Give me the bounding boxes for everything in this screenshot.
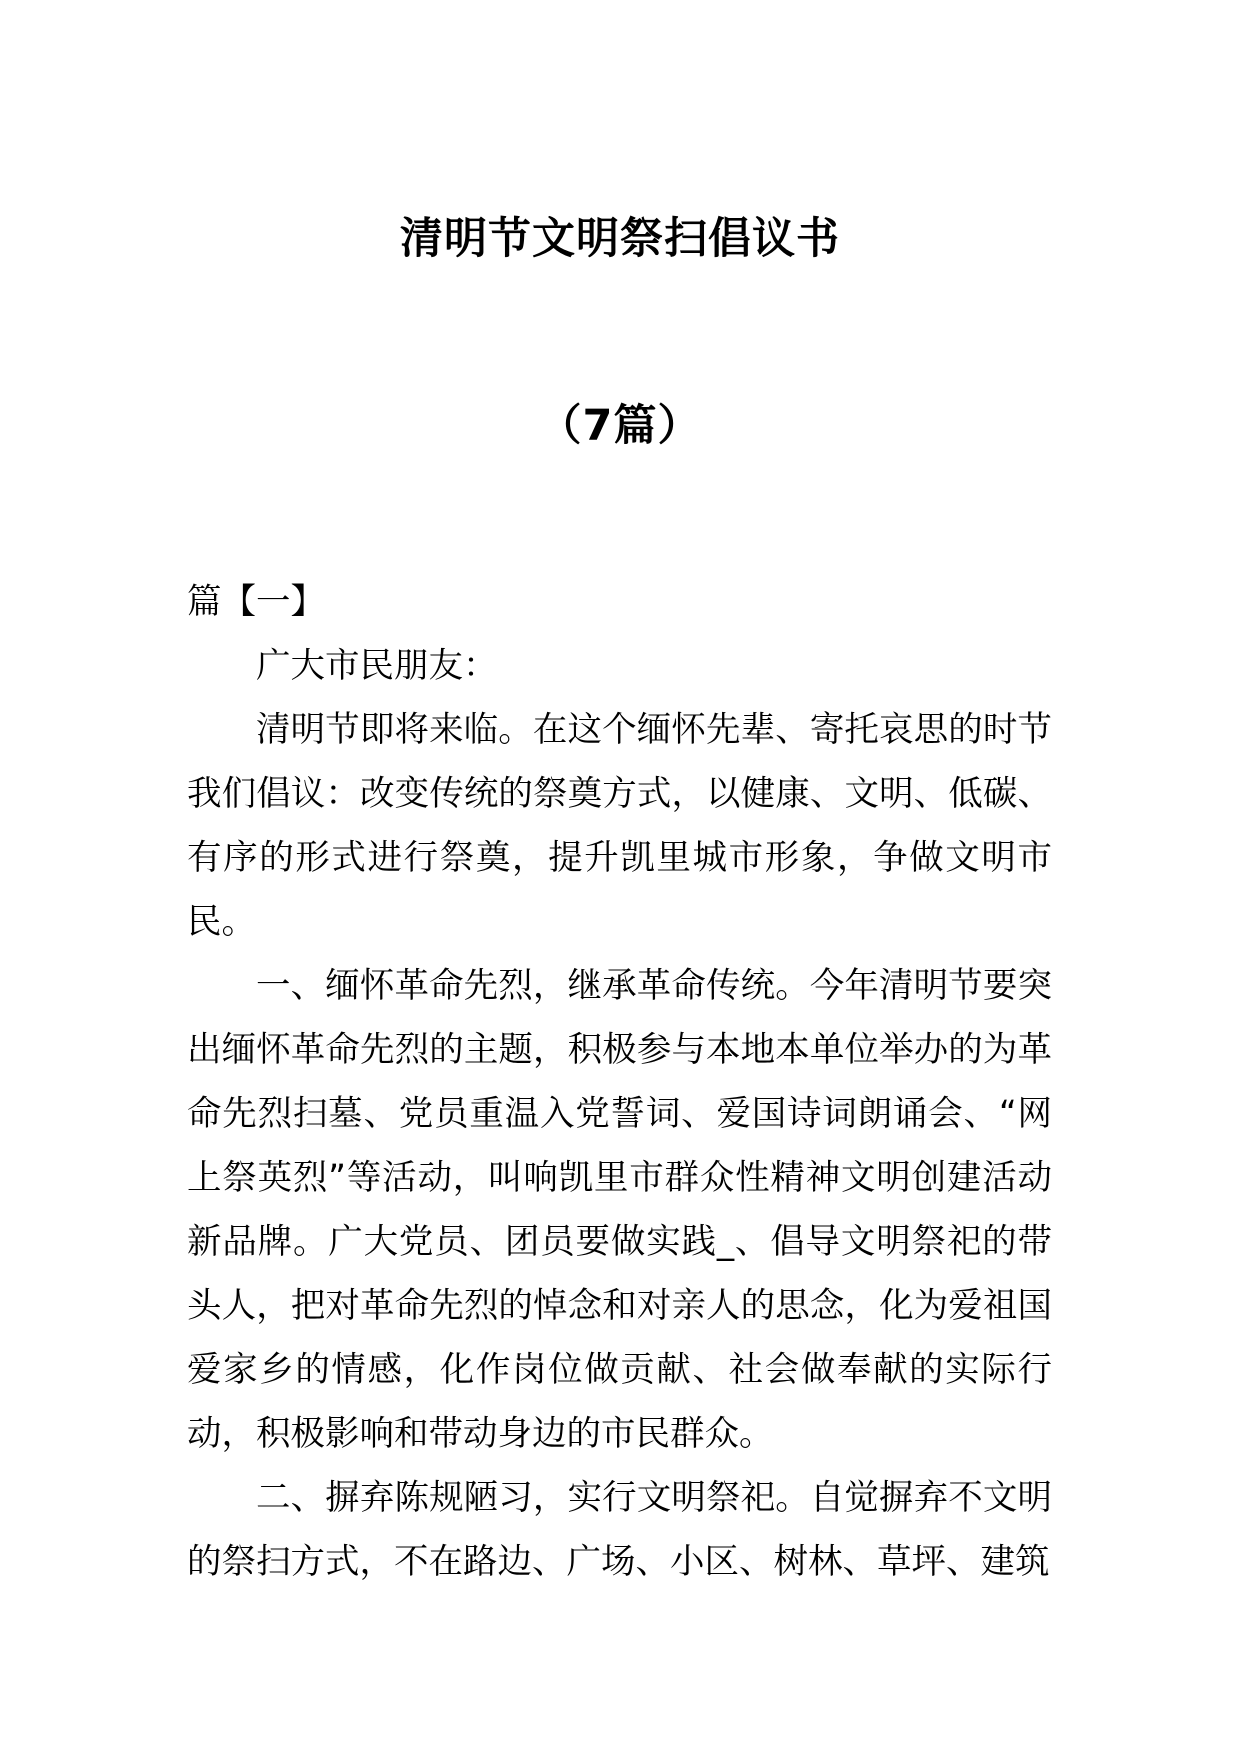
document-title: 清明节文明祭扫倡议书 — [400, 214, 840, 264]
salutation: 广大市民朋友： — [256, 646, 498, 686]
section-heading: 篇【一】 — [187, 582, 325, 622]
paragraph: 二、摒弃陈规陋习，实行文明祭祀。自觉摒弃不文明的祭扫方式，不在路边、广场、小区、树林、草坪、建筑 — [187, 1478, 1052, 1582]
paragraph: 一、缅怀革命先烈，继承革命传统。今年清明节要突出缅怀革命先烈的主题，积极参与本地本单位举办的为革命先烈扫墓、党员重温入党誓词、爱国诗词朗诵会、“网上祭英烈”等活动，叫响凯里市群众性精神文明创建活动新品牌。广大党员、团员要做实践_、倡导文明祭祀的带头人，把对革命先烈的悼念和对亲人的思念，化为爱祖国爱家乡的情感，化作岗位做贡献、社会做奉献的实际行动，积极影响和带动身边的市民群众。 — [187, 966, 1052, 1454]
paragraph: 清明节即将来临。在这个缅怀先辈、寄托哀思的时节我们倡议：改变传统的祭奠方式，以健康、文明、低碳、有序的形式进行祭奠，提升凯里城市形象，争做文明市民。 — [187, 710, 1052, 942]
document-body — [187, 570, 1052, 1594]
document-subtitle: （7篇） — [538, 401, 702, 451]
